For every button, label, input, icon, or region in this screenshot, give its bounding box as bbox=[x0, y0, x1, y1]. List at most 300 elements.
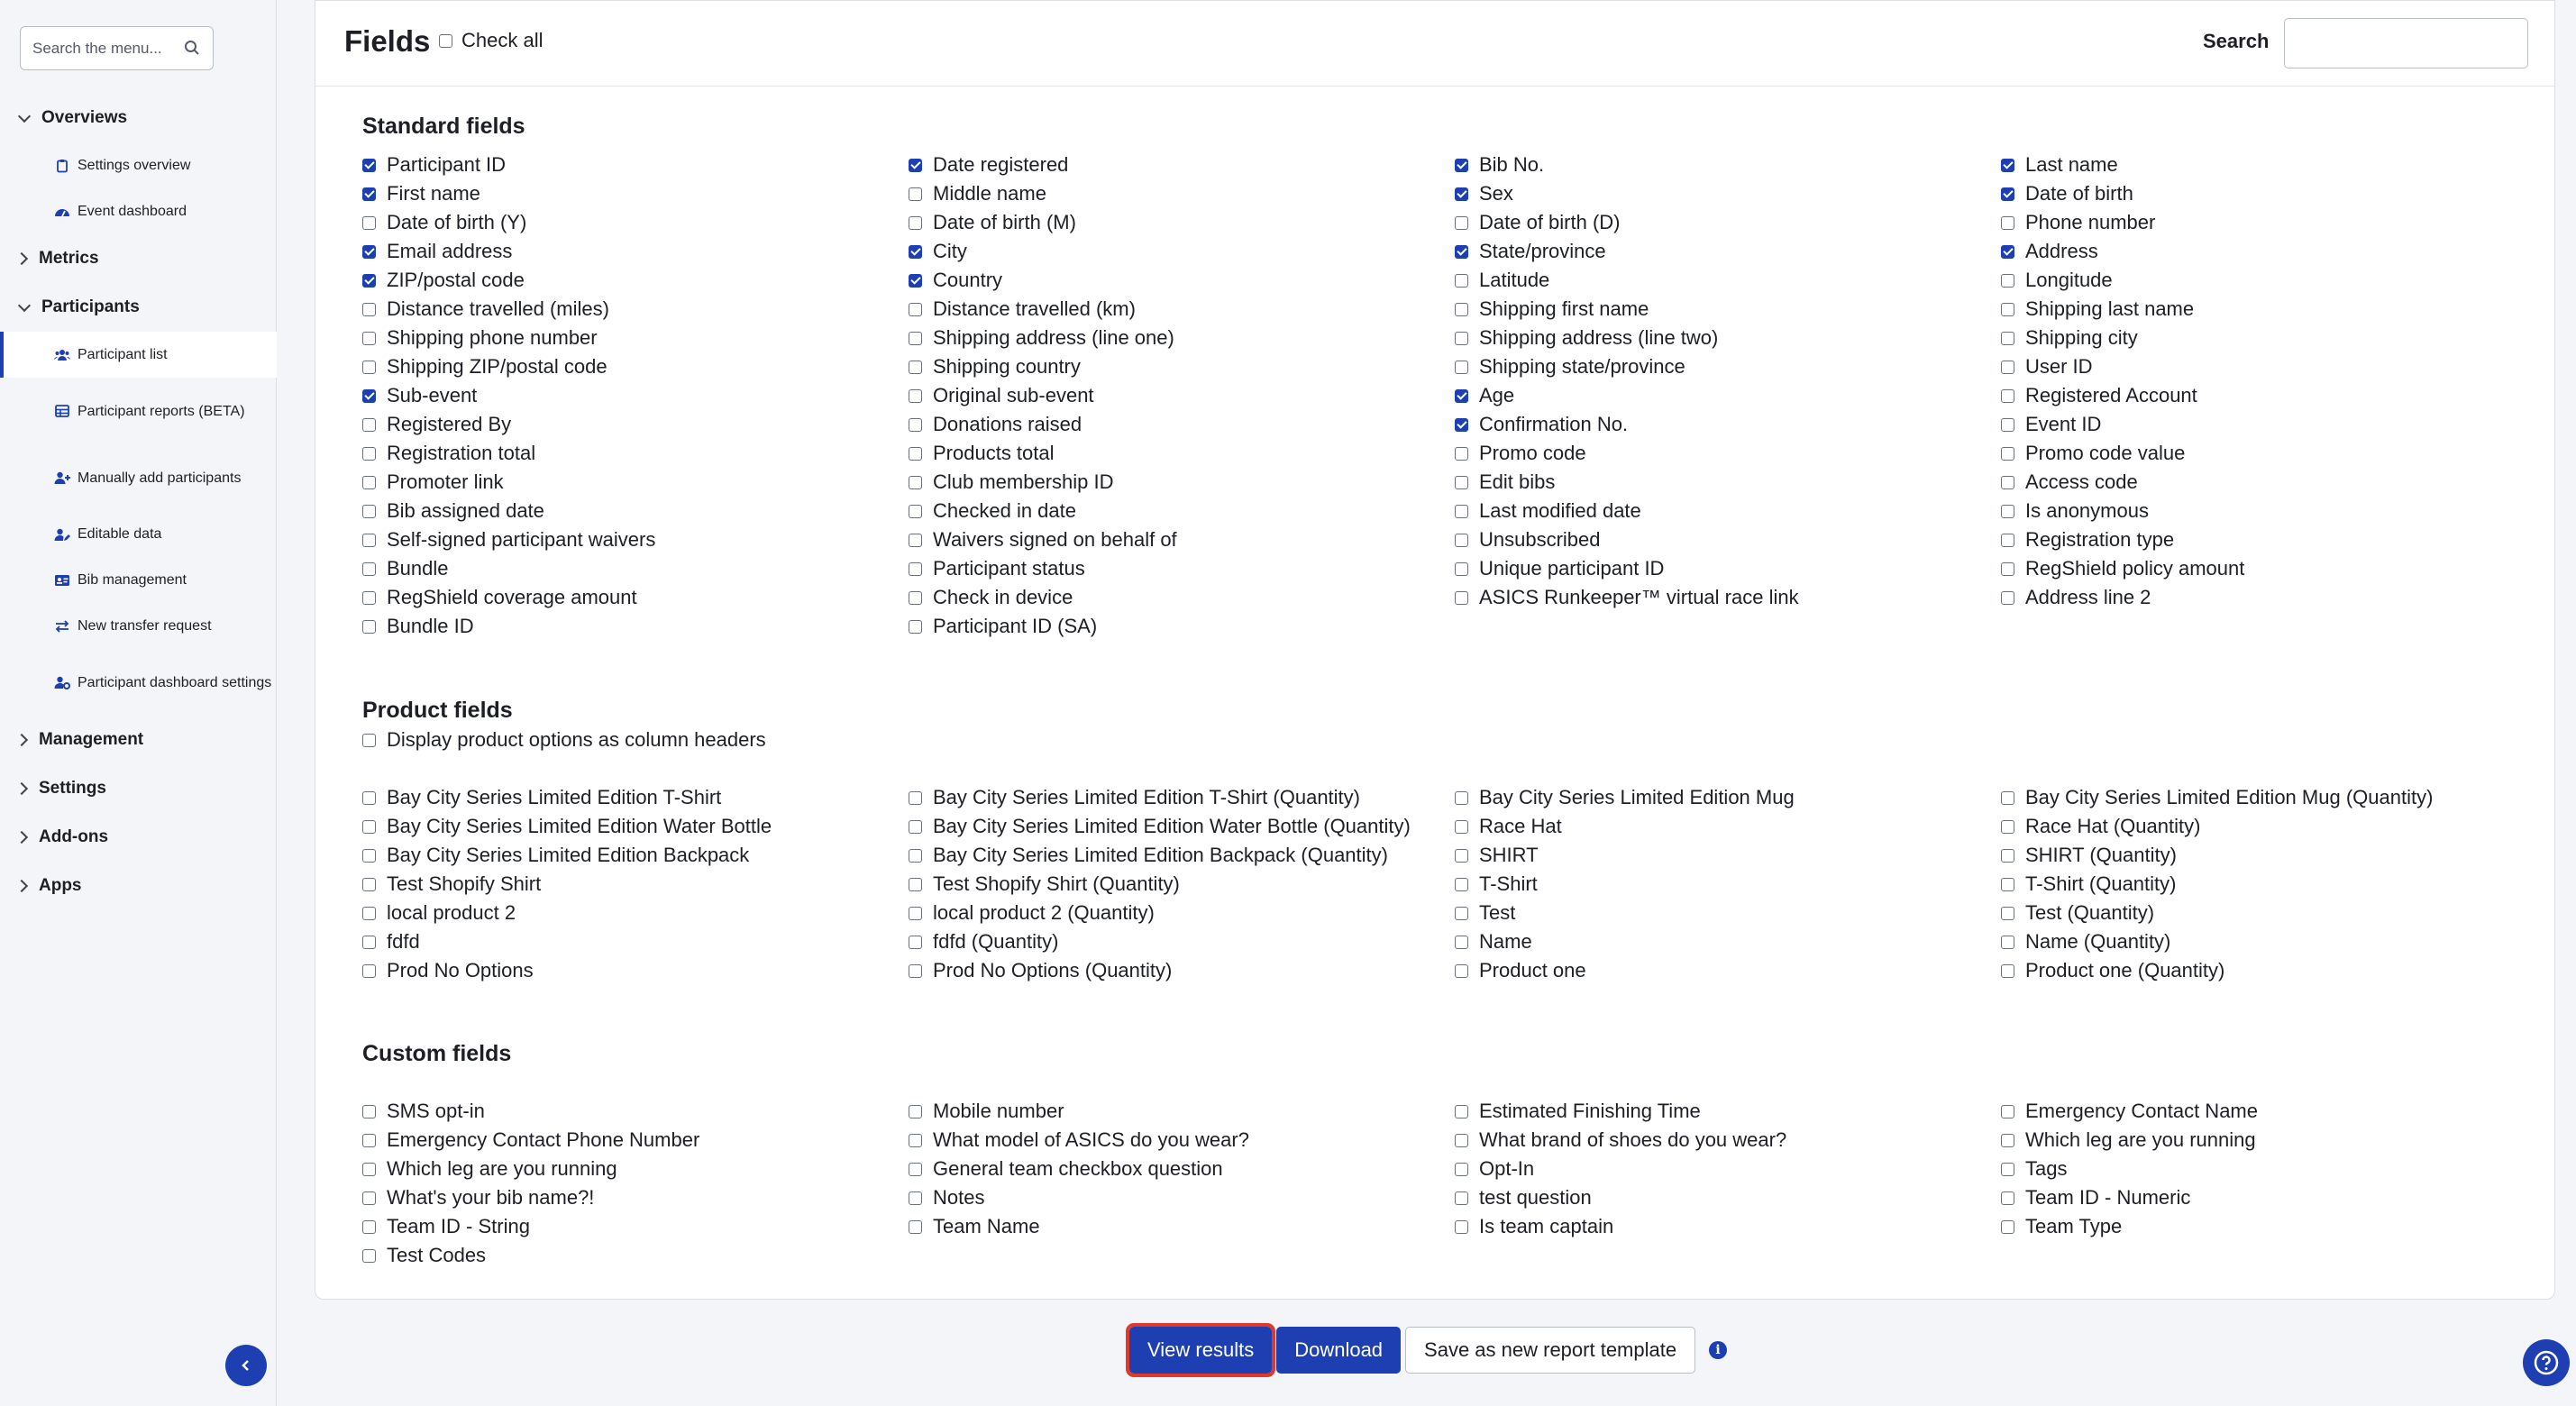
checkbox-unchecked[interactable] bbox=[2001, 447, 2014, 461]
checkbox-checked[interactable] bbox=[1455, 187, 1468, 201]
checkbox-unchecked[interactable] bbox=[1455, 332, 1468, 345]
product-field-checkbox[interactable] bbox=[362, 812, 909, 841]
checkbox-unchecked[interactable] bbox=[909, 303, 922, 316]
custom-field-checkbox[interactable] bbox=[909, 1183, 1455, 1212]
checkbox-checked[interactable] bbox=[1455, 389, 1468, 403]
checkbox-unchecked[interactable] bbox=[362, 1105, 376, 1118]
standard-field-checkbox[interactable] bbox=[2001, 554, 2547, 583]
checkbox-unchecked[interactable] bbox=[2001, 591, 2014, 605]
field-label: RegShield policy amount bbox=[2025, 557, 2245, 580]
custom-field-checkbox[interactable] bbox=[2001, 1097, 2547, 1126]
field-label: Is anonymous bbox=[2025, 499, 2149, 522]
standard-field-checkbox[interactable] bbox=[362, 468, 909, 497]
checkbox-unchecked[interactable] bbox=[2001, 1191, 2014, 1205]
standard-field-checkbox[interactable] bbox=[2001, 266, 2547, 295]
checkbox-unchecked[interactable] bbox=[1455, 447, 1468, 461]
standard-field-checkbox[interactable] bbox=[909, 324, 1455, 352]
custom-field-checkbox[interactable] bbox=[362, 1241, 909, 1270]
custom-field-checkbox[interactable] bbox=[909, 1097, 1455, 1126]
sidebar-item-participant-list[interactable] bbox=[0, 332, 277, 378]
custom-field-checkbox[interactable] bbox=[362, 1097, 909, 1126]
standard-field-checkbox[interactable] bbox=[2001, 381, 2547, 410]
chevron-down-icon bbox=[18, 298, 31, 311]
checkbox-unchecked[interactable] bbox=[2001, 1134, 2014, 1147]
checkbox-unchecked[interactable] bbox=[909, 907, 922, 920]
standard-field-checkbox[interactable] bbox=[362, 266, 909, 295]
help-button[interactable] bbox=[2523, 1339, 2570, 1386]
checkbox-unchecked[interactable] bbox=[362, 907, 376, 920]
checkbox-unchecked[interactable] bbox=[1455, 1163, 1468, 1176]
field-label: Last modified date bbox=[1479, 499, 1641, 522]
checkbox-unchecked[interactable] bbox=[362, 562, 376, 576]
standard-field-checkbox[interactable] bbox=[362, 410, 909, 439]
standard-field-checkbox[interactable] bbox=[362, 179, 909, 208]
field-label: Name (Quantity) bbox=[2025, 930, 2171, 953]
checkbox-unchecked[interactable] bbox=[2001, 274, 2014, 288]
field-label: Registered Account bbox=[2025, 384, 2197, 406]
checkbox-unchecked[interactable] bbox=[909, 418, 922, 432]
checkbox-unchecked[interactable] bbox=[1455, 878, 1468, 891]
checkbox-unchecked[interactable] bbox=[909, 361, 922, 374]
checkbox-unchecked[interactable] bbox=[1455, 849, 1468, 863]
checkbox-unchecked[interactable] bbox=[362, 332, 376, 345]
field-label: Emergency Contact Phone Number bbox=[387, 1128, 700, 1151]
field-label: fdfd (Quantity) bbox=[933, 930, 1059, 953]
checkbox-unchecked[interactable] bbox=[1455, 562, 1468, 576]
standard-field-checkbox[interactable] bbox=[1455, 151, 2001, 179]
custom-field-checkbox[interactable] bbox=[362, 1183, 909, 1212]
sidebar-item-manually-add-participants[interactable] bbox=[0, 444, 277, 511]
product-field-checkbox[interactable] bbox=[2001, 899, 2547, 927]
standard-field-checkbox[interactable] bbox=[1455, 497, 2001, 525]
checkbox-unchecked[interactable] bbox=[909, 1220, 922, 1234]
standard-field-checkbox[interactable] bbox=[2001, 295, 2547, 324]
standard-field-checkbox[interactable] bbox=[909, 554, 1455, 583]
standard-field-checkbox[interactable] bbox=[362, 237, 909, 266]
custom-field-checkbox[interactable] bbox=[909, 1155, 1455, 1183]
view-results-button[interactable]: View results bbox=[1129, 1327, 1272, 1374]
standard-field-checkbox[interactable] bbox=[2001, 179, 2547, 208]
checkbox-unchecked[interactable] bbox=[909, 332, 922, 345]
product-field-checkbox[interactable] bbox=[362, 870, 909, 899]
checkbox-unchecked[interactable] bbox=[362, 1163, 376, 1176]
product-field-checkbox[interactable] bbox=[909, 956, 1455, 985]
product-field-checkbox[interactable] bbox=[362, 783, 909, 812]
chevron-down-icon bbox=[18, 109, 31, 122]
checkbox-unchecked[interactable] bbox=[362, 820, 376, 834]
checkbox-unchecked[interactable] bbox=[362, 476, 376, 489]
standard-field-checkbox[interactable] bbox=[2001, 468, 2547, 497]
product-field-checkbox[interactable] bbox=[909, 899, 1455, 927]
standard-field-checkbox[interactable] bbox=[2001, 151, 2547, 179]
standard-field-checkbox[interactable] bbox=[909, 295, 1455, 324]
field-label: Self-signed participant waivers bbox=[387, 528, 656, 551]
standard-field-checkbox[interactable] bbox=[1455, 324, 2001, 352]
field-label: ASICS Runkeeper™ virtual race link bbox=[1479, 586, 1799, 608]
standard-field-checkbox[interactable] bbox=[362, 439, 909, 468]
checkbox-unchecked[interactable] bbox=[909, 1191, 922, 1205]
checkbox-unchecked[interactable] bbox=[909, 620, 922, 634]
checkbox-checked[interactable] bbox=[362, 159, 376, 172]
custom-field-checkbox[interactable] bbox=[909, 1212, 1455, 1241]
standard-field-checkbox[interactable] bbox=[909, 583, 1455, 612]
checkbox-unchecked[interactable] bbox=[1455, 274, 1468, 288]
info-icon[interactable]: i bbox=[1709, 1341, 1727, 1359]
checkbox-unchecked[interactable] bbox=[909, 791, 922, 805]
checkbox-unchecked[interactable] bbox=[362, 447, 376, 461]
custom-field-checkbox[interactable] bbox=[2001, 1183, 2547, 1212]
sidebar-section-overviews[interactable] bbox=[0, 94, 277, 142]
checkbox-unchecked[interactable] bbox=[909, 534, 922, 547]
checkbox-unchecked[interactable] bbox=[909, 505, 922, 518]
standard-field-checkbox[interactable] bbox=[2001, 583, 2547, 612]
checkbox-unchecked[interactable] bbox=[362, 620, 376, 634]
product-field-checkbox[interactable] bbox=[2001, 956, 2547, 985]
checkbox-checked[interactable] bbox=[1455, 159, 1468, 172]
product-field-checkbox[interactable] bbox=[909, 841, 1455, 870]
standard-field-checkbox[interactable] bbox=[2001, 208, 2547, 237]
standard-field-checkbox[interactable] bbox=[1455, 295, 2001, 324]
field-label: Shipping ZIP/postal code bbox=[387, 355, 607, 378]
checkbox-unchecked[interactable] bbox=[909, 447, 922, 461]
question-icon bbox=[2533, 1349, 2560, 1376]
sidebar-item-event-dashboard[interactable] bbox=[0, 188, 277, 234]
sidebar-item-editable-data[interactable] bbox=[0, 511, 277, 557]
field-label: Team ID - Numeric bbox=[2025, 1186, 2191, 1209]
checkbox-unchecked[interactable] bbox=[2001, 849, 2014, 863]
checkbox-unchecked[interactable] bbox=[1455, 216, 1468, 230]
search-icon bbox=[184, 40, 200, 56]
field-label: Age bbox=[1479, 384, 1515, 406]
standard-field-checkbox[interactable] bbox=[362, 151, 909, 179]
field-label: Checked in date bbox=[933, 499, 1076, 522]
standard-field-checkbox[interactable] bbox=[362, 208, 909, 237]
check-all-box[interactable] bbox=[439, 34, 452, 48]
standard-field-checkbox[interactable] bbox=[362, 352, 909, 381]
standard-field-checkbox[interactable] bbox=[362, 554, 909, 583]
checkbox-unchecked[interactable] bbox=[362, 505, 376, 518]
field-label: Waivers signed on behalf of bbox=[933, 528, 1177, 551]
checkbox-unchecked[interactable] bbox=[1455, 476, 1468, 489]
checkbox-checked[interactable] bbox=[362, 187, 376, 201]
checkbox-unchecked[interactable] bbox=[362, 591, 376, 605]
checkbox-unchecked[interactable] bbox=[2001, 878, 2014, 891]
fields-search-input[interactable] bbox=[2284, 18, 2528, 68]
product-field-checkbox[interactable] bbox=[2001, 783, 2547, 812]
checkbox-unchecked[interactable] bbox=[2001, 907, 2014, 920]
standard-field-checkbox[interactable] bbox=[909, 381, 1455, 410]
checkbox-unchecked[interactable] bbox=[2001, 534, 2014, 547]
product-field-checkbox[interactable] bbox=[1455, 870, 2001, 899]
checkbox-unchecked[interactable] bbox=[909, 216, 922, 230]
sidebar-section-label: Metrics bbox=[39, 249, 99, 268]
checkbox-unchecked[interactable] bbox=[909, 1163, 922, 1176]
sidebar-section-label: Management bbox=[39, 730, 144, 749]
chevron-right-icon bbox=[15, 734, 28, 746]
sidebar-section-participants[interactable] bbox=[0, 283, 277, 332]
standard-field-checkbox[interactable] bbox=[362, 497, 909, 525]
standard-field-checkbox[interactable] bbox=[1455, 468, 2001, 497]
custom-field-checkbox[interactable] bbox=[362, 1155, 909, 1183]
field-label: Shipping country bbox=[933, 355, 1081, 378]
product-field-checkbox[interactable] bbox=[362, 899, 909, 927]
checkbox-unchecked[interactable] bbox=[362, 303, 376, 316]
sidebar-item-new-transfer-request[interactable] bbox=[0, 603, 277, 649]
standard-field-checkbox[interactable] bbox=[2001, 324, 2547, 352]
field-label: City bbox=[933, 240, 967, 262]
field-label: Bay City Series Limited Edition T-Shirt bbox=[387, 786, 722, 808]
standard-field-checkbox[interactable] bbox=[909, 151, 1455, 179]
checkbox-checked[interactable] bbox=[2001, 245, 2014, 259]
standard-field-checkbox[interactable] bbox=[2001, 352, 2547, 381]
checkbox-unchecked[interactable] bbox=[2001, 1105, 2014, 1118]
field-label: Tags bbox=[2025, 1157, 2068, 1180]
checkbox-unchecked[interactable] bbox=[909, 849, 922, 863]
standard-field-checkbox[interactable] bbox=[1455, 525, 2001, 554]
standard-field-checkbox[interactable] bbox=[909, 497, 1455, 525]
field-label: Products total bbox=[933, 442, 1055, 464]
standard-field-checkbox[interactable] bbox=[362, 381, 909, 410]
checkbox-unchecked[interactable] bbox=[909, 562, 922, 576]
checkbox-checked[interactable] bbox=[909, 159, 922, 172]
custom-field-checkbox[interactable] bbox=[1455, 1097, 2001, 1126]
checkbox-unchecked[interactable] bbox=[1455, 820, 1468, 834]
checkbox-checked[interactable] bbox=[362, 274, 376, 288]
standard-field-checkbox[interactable] bbox=[909, 612, 1455, 641]
checkbox-unchecked[interactable] bbox=[1455, 534, 1468, 547]
product-field-checkbox[interactable] bbox=[362, 956, 909, 985]
checkbox-unchecked[interactable] bbox=[1455, 936, 1468, 949]
custom-field-checkbox[interactable] bbox=[362, 1126, 909, 1155]
checkbox-unchecked[interactable] bbox=[362, 1134, 376, 1147]
checkbox-unchecked[interactable] bbox=[362, 418, 376, 432]
product-field-checkbox[interactable] bbox=[1455, 927, 2001, 956]
product-field-checkbox[interactable] bbox=[1455, 956, 2001, 985]
custom-field-checkbox[interactable] bbox=[2001, 1155, 2547, 1183]
checkbox-unchecked[interactable] bbox=[2001, 361, 2014, 374]
display-product-options-checkbox[interactable] bbox=[362, 726, 766, 754]
field-label: Access code bbox=[2025, 470, 2138, 493]
custom-field-checkbox[interactable] bbox=[1455, 1212, 2001, 1241]
checkbox-unchecked[interactable] bbox=[1455, 1191, 1468, 1205]
save-template-button[interactable]: Save as new report template bbox=[1405, 1327, 1695, 1374]
standard-field-checkbox[interactable] bbox=[362, 525, 909, 554]
standard-field-checkbox[interactable] bbox=[909, 439, 1455, 468]
custom-field-checkbox[interactable] bbox=[1455, 1183, 2001, 1212]
field-label: Registration total bbox=[387, 442, 536, 464]
standard-field-checkbox[interactable] bbox=[1455, 381, 2001, 410]
standard-field-checkbox[interactable] bbox=[909, 237, 1455, 266]
checkbox-unchecked[interactable] bbox=[1455, 1220, 1468, 1234]
standard-field-checkbox[interactable] bbox=[1455, 352, 2001, 381]
product-field-checkbox[interactable] bbox=[909, 927, 1455, 956]
checkbox-unchecked[interactable] bbox=[362, 791, 376, 805]
custom-field-checkbox[interactable] bbox=[1455, 1126, 2001, 1155]
standard-field-checkbox[interactable] bbox=[909, 468, 1455, 497]
checkbox-unchecked[interactable] bbox=[2001, 1163, 2014, 1176]
field-label: Date registered bbox=[933, 153, 1069, 176]
product-field-checkbox[interactable] bbox=[362, 841, 909, 870]
field-label: Promoter link bbox=[387, 470, 504, 493]
checkbox-unchecked[interactable] bbox=[1455, 791, 1468, 805]
product-field-checkbox[interactable] bbox=[1455, 841, 2001, 870]
checkbox-checked[interactable] bbox=[1455, 418, 1468, 432]
checkbox-checked[interactable] bbox=[909, 245, 922, 259]
checkbox-unchecked[interactable] bbox=[1455, 1105, 1468, 1118]
checkbox-unchecked[interactable] bbox=[1455, 361, 1468, 374]
standard-field-checkbox[interactable] bbox=[909, 410, 1455, 439]
sidebar-item-participant-dashboard-settings[interactable] bbox=[0, 649, 277, 716]
product-field-checkbox[interactable] bbox=[362, 927, 909, 956]
custom-field-checkbox[interactable] bbox=[2001, 1126, 2547, 1155]
sidebar-item-participant-reports-beta[interactable] bbox=[0, 378, 277, 444]
checkbox-unchecked[interactable] bbox=[2001, 476, 2014, 489]
checkbox-unchecked[interactable] bbox=[1455, 1134, 1468, 1147]
field-label: Country bbox=[933, 269, 1003, 291]
field-label: SMS opt-in bbox=[387, 1100, 485, 1122]
checkbox-unchecked[interactable] bbox=[2001, 418, 2014, 432]
standard-field-checkbox[interactable] bbox=[362, 295, 909, 324]
sidebar-section-apps[interactable] bbox=[0, 862, 277, 910]
sidebar-section-settings[interactable] bbox=[0, 764, 277, 813]
field-label: Team ID - String bbox=[387, 1215, 530, 1237]
checkbox-unchecked[interactable] bbox=[2001, 964, 2014, 978]
checkbox-unchecked[interactable] bbox=[909, 476, 922, 489]
checkbox-unchecked[interactable] bbox=[362, 936, 376, 949]
sidebar-item-label: New transfer request bbox=[78, 618, 212, 634]
field-label: Shipping last name bbox=[2025, 297, 2195, 320]
standard-field-checkbox[interactable] bbox=[909, 525, 1455, 554]
checkbox-checked[interactable] bbox=[2001, 187, 2014, 201]
standard-field-checkbox[interactable] bbox=[909, 179, 1455, 208]
product-field-checkbox[interactable] bbox=[2001, 927, 2547, 956]
standard-field-checkbox[interactable] bbox=[362, 324, 909, 352]
checkbox-checked[interactable] bbox=[909, 274, 922, 288]
checkbox-unchecked[interactable] bbox=[1455, 303, 1468, 316]
checkbox-unchecked[interactable] bbox=[362, 1220, 376, 1234]
checkbox-unchecked[interactable] bbox=[909, 1105, 922, 1118]
checkbox-unchecked[interactable] bbox=[2001, 936, 2014, 949]
collapse-sidebar-button[interactable] bbox=[225, 1345, 267, 1386]
checkbox-unchecked[interactable] bbox=[1455, 591, 1468, 605]
checkbox-unchecked[interactable] bbox=[362, 849, 376, 863]
menu-search-input[interactable] bbox=[20, 26, 214, 70]
checkbox-unchecked[interactable] bbox=[362, 534, 376, 547]
checkbox-unchecked[interactable] bbox=[909, 964, 922, 978]
standard-field-checkbox[interactable] bbox=[2001, 497, 2547, 525]
sidebar-item-settings-overview[interactable] bbox=[0, 142, 277, 188]
standard-field-checkbox[interactable] bbox=[1455, 237, 2001, 266]
standard-field-checkbox[interactable] bbox=[909, 266, 1455, 295]
field-label: Distance travelled (miles) bbox=[387, 297, 609, 320]
standard-field-checkbox[interactable] bbox=[1455, 583, 2001, 612]
checkbox-unchecked[interactable] bbox=[2001, 1220, 2014, 1234]
checkbox-unchecked[interactable] bbox=[909, 1134, 922, 1147]
sidebar-item-bib-management[interactable] bbox=[0, 557, 277, 603]
checkbox-checked[interactable] bbox=[2001, 159, 2014, 172]
custom-field-checkbox[interactable] bbox=[1455, 1155, 2001, 1183]
sidebar-section-management[interactable] bbox=[0, 716, 277, 764]
sidebar-section-metrics[interactable] bbox=[0, 234, 277, 283]
custom-field-checkbox[interactable] bbox=[2001, 1212, 2547, 1241]
display-product-options-box[interactable] bbox=[362, 734, 376, 747]
standard-field-checkbox[interactable] bbox=[1455, 266, 2001, 295]
field-label: Registration type bbox=[2025, 528, 2175, 551]
checkbox-unchecked[interactable] bbox=[1455, 505, 1468, 518]
checkbox-unchecked[interactable] bbox=[362, 1191, 376, 1205]
checkbox-unchecked[interactable] bbox=[362, 878, 376, 891]
custom-field-checkbox[interactable] bbox=[362, 1212, 909, 1241]
checkbox-unchecked[interactable] bbox=[362, 1249, 376, 1263]
checkbox-unchecked[interactable] bbox=[909, 591, 922, 605]
check-all-checkbox[interactable] bbox=[439, 29, 543, 52]
standard-field-checkbox[interactable] bbox=[2001, 410, 2547, 439]
checkbox-unchecked[interactable] bbox=[362, 361, 376, 374]
product-field-checkbox[interactable] bbox=[909, 812, 1455, 841]
standard-field-checkbox[interactable] bbox=[1455, 439, 2001, 468]
standard-field-checkbox[interactable] bbox=[2001, 237, 2547, 266]
checkbox-unchecked[interactable] bbox=[2001, 216, 2014, 230]
checkbox-unchecked[interactable] bbox=[2001, 332, 2014, 345]
sidebar-section-add-ons[interactable] bbox=[0, 813, 277, 862]
field-label: SHIRT (Quantity) bbox=[2025, 844, 2177, 866]
checkbox-unchecked[interactable] bbox=[2001, 389, 2014, 403]
checkbox-unchecked[interactable] bbox=[1455, 907, 1468, 920]
standard-field-checkbox[interactable] bbox=[1455, 410, 2001, 439]
standard-field-checkbox[interactable] bbox=[909, 352, 1455, 381]
product-field-checkbox[interactable] bbox=[1455, 812, 2001, 841]
standard-field-checkbox[interactable] bbox=[909, 208, 1455, 237]
checkbox-checked[interactable] bbox=[362, 389, 376, 403]
product-field-checkbox[interactable] bbox=[1455, 899, 2001, 927]
checkbox-unchecked[interactable] bbox=[2001, 505, 2014, 518]
standard-field-checkbox[interactable] bbox=[1455, 208, 2001, 237]
standard-field-checkbox[interactable] bbox=[1455, 554, 2001, 583]
standard-field-checkbox[interactable] bbox=[1455, 179, 2001, 208]
sidebar-item-label: Participant reports (BETA) bbox=[78, 403, 245, 419]
checkbox-unchecked[interactable] bbox=[909, 820, 922, 834]
checkbox-unchecked[interactable] bbox=[2001, 820, 2014, 834]
checkbox-unchecked[interactable] bbox=[362, 964, 376, 978]
fields-card bbox=[315, 0, 2555, 1300]
product-field-checkbox[interactable] bbox=[2001, 812, 2547, 841]
custom-field-checkbox[interactable] bbox=[909, 1126, 1455, 1155]
checkbox-checked[interactable] bbox=[1455, 245, 1468, 259]
product-field-checkbox[interactable] bbox=[2001, 841, 2547, 870]
product-field-checkbox[interactable] bbox=[2001, 870, 2547, 899]
standard-field-checkbox[interactable] bbox=[2001, 439, 2547, 468]
product-field-checkbox[interactable] bbox=[909, 783, 1455, 812]
checkbox-unchecked[interactable] bbox=[2001, 303, 2014, 316]
product-field-checkbox[interactable] bbox=[1455, 783, 2001, 812]
checkbox-unchecked[interactable] bbox=[1455, 964, 1468, 978]
checkbox-unchecked[interactable] bbox=[2001, 791, 2014, 805]
product-field-checkbox[interactable] bbox=[909, 870, 1455, 899]
checkbox-unchecked[interactable] bbox=[362, 216, 376, 230]
checkbox-unchecked[interactable] bbox=[2001, 562, 2014, 576]
checkbox-unchecked[interactable] bbox=[909, 187, 922, 201]
download-button[interactable]: Download bbox=[1276, 1327, 1401, 1374]
checkbox-unchecked[interactable] bbox=[909, 878, 922, 891]
standard-field-checkbox[interactable] bbox=[362, 583, 909, 612]
users-icon bbox=[54, 347, 70, 363]
checkbox-checked[interactable] bbox=[362, 245, 376, 259]
id-card-icon bbox=[54, 572, 70, 589]
checkbox-unchecked[interactable] bbox=[909, 389, 922, 403]
standard-field-checkbox[interactable] bbox=[362, 612, 909, 641]
standard-field-checkbox[interactable] bbox=[2001, 525, 2547, 554]
checkbox-unchecked[interactable] bbox=[909, 936, 922, 949]
